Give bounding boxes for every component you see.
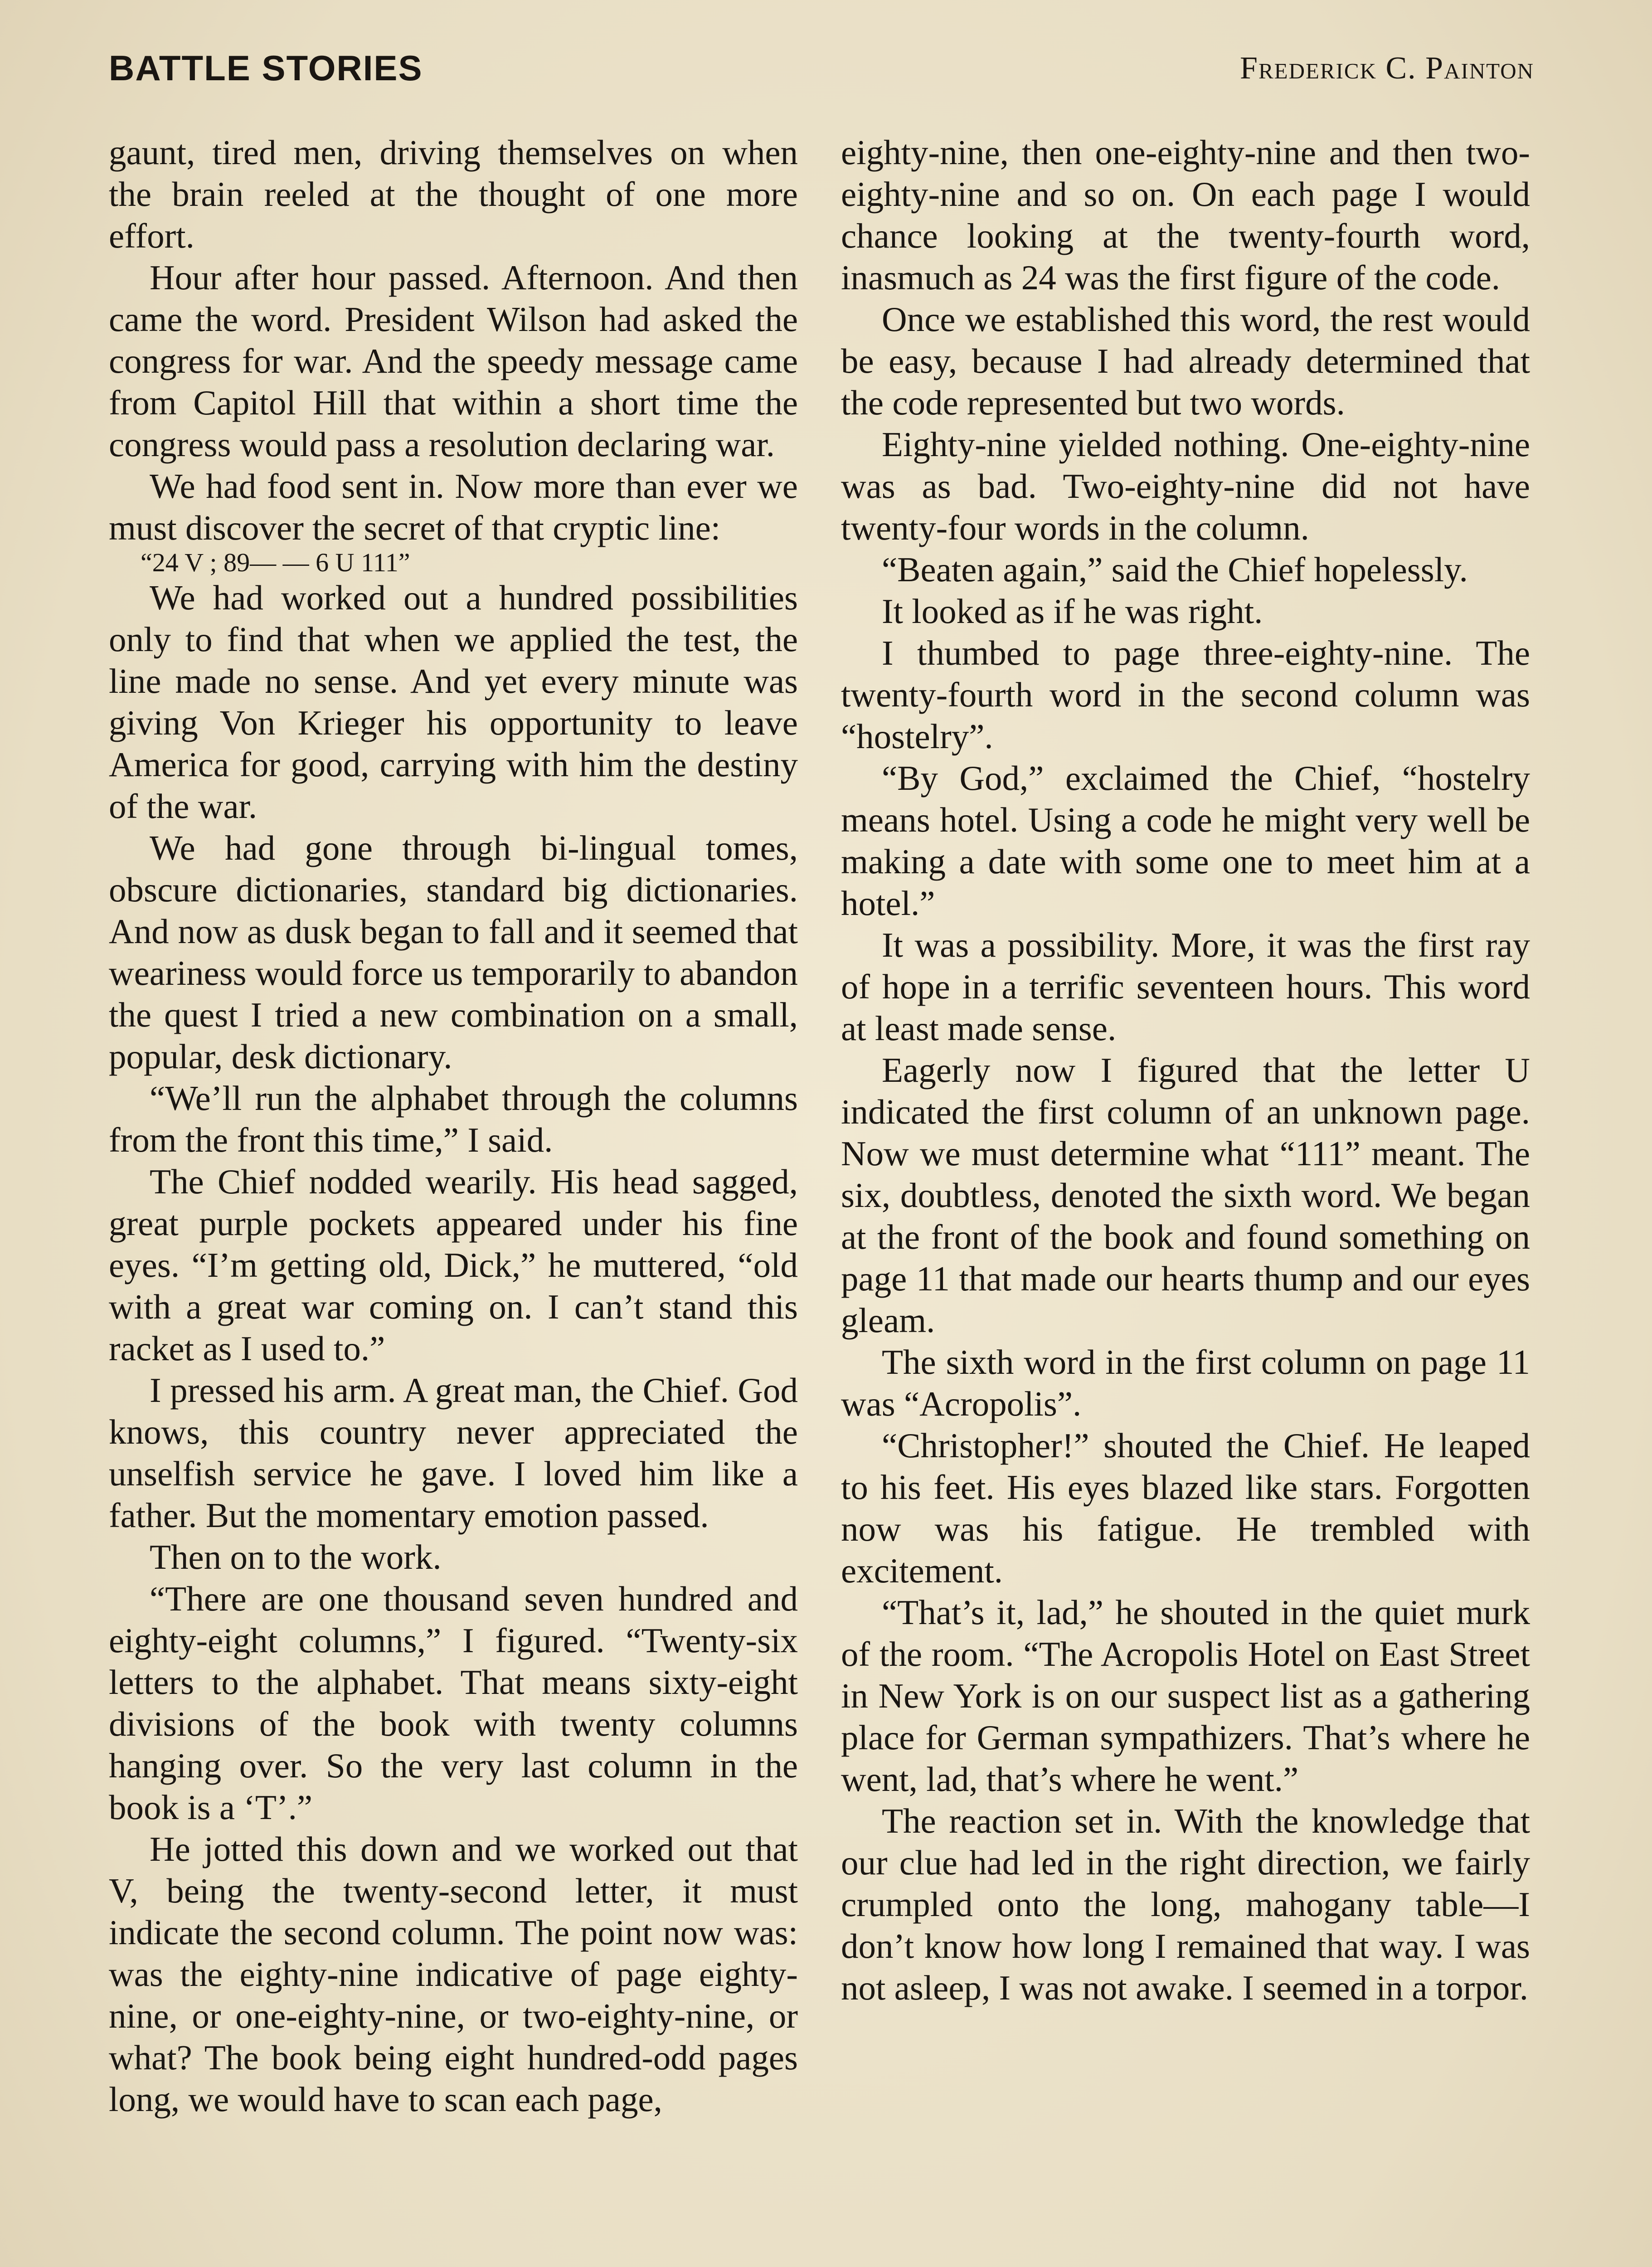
paragraph: gaunt, tired men, driving themselves on when the brain reeled at the thought of one more effort. <box>109 133 798 255</box>
paragraph: Hour after hour passed. Afternoon. And then came the word. President Wilson had asked the congress for war. And the speedy message came from Capitol Hill that within a short time the congress would pass a resolution declaring war. <box>109 258 798 464</box>
paragraph: The sixth word in the first column on page 11 was “Acropolis”. <box>841 1343 1530 1423</box>
paragraph: Eagerly now I figured that the letter U indicated the first column of an unknown page. Now we must determine what “111” meant. The six, doubtless, denoted the sixth word. We began at the front of the book and found something on page 11 that made our hearts thump and our eyes gleam. <box>841 1051 1530 1340</box>
paragraph: “That’s it, lad,” he shouted in the quiet murk of the room. “The Acropolis Hotel on East Street in New York is on our suspect list as a gathering place for German sympathizers. That’s where he went, lad, that’s where he went.” <box>841 1593 1530 1799</box>
paragraph: The reaction set in. With the knowledge that our clue had led in the right direction, we fairly crumpled onto the long, mahogany table—I don’t know how long I remained that way. I was not asleep, I was not awake. I seemed in a torpor. <box>841 1801 1530 2007</box>
paragraph: “By God,” exclaimed the Chief, “hostelry means hotel. Using a code he might very well be making a date with some one to meet him at a hotel.” <box>841 759 1530 923</box>
left-text-column <box>109 131 798 2120</box>
paragraph: He jotted this down and we worked out that V, being the twenty-second letter, it must indicate the second column. The point now was: was the eighty-nine indicative of page eighty-nine, or one-eighty-nine, or two-eighty-nine, or what? The book being eight hundred-odd pages long, we would have to scan each page, <box>109 1829 798 2119</box>
paragraph: “Christopher!” shouted the Chief. He leaped to his feet. His eyes blazed like stars. Forgotten now was his fatigue. He trembled with excitement. <box>841 1426 1530 1590</box>
paragraph: eighty-nine, then one-eighty-nine and then two-eighty-nine and so on. On each page I would chance looking at the twenty-fourth word, inasmuch as 24 was the first figure of the code. <box>841 133 1530 297</box>
paragraph: Eighty-nine yielded nothing. One-eighty-nine was as bad. Two-eighty-nine did not have twenty-four words in the column. <box>841 425 1530 547</box>
paragraph: I pressed his arm. A great man, the Chief. God knows, this country never appreciated the unselfish service he gave. I loved him like a father. But the momentary emotion passed. <box>109 1371 798 1535</box>
paragraph: “There are one thousand seven hundred and eighty-eight columns,” I figured. “Twenty-six letters to the alphabet. That means sixty-eight divisions of the book with twenty columns hanging over. So the very last column in the book is a ‘T’.” <box>109 1579 798 1827</box>
paragraph: We had food sent in. Now more than ever we must discover the secret of that cryptic line: <box>109 467 798 547</box>
paragraph: I thumbed to page three-eighty-nine. The twenty-fourth word in the second column was “hostelry”. <box>841 633 1530 756</box>
code-line: “24 V ; 89— — 6 U 111” <box>141 548 410 577</box>
paragraph: “We’ll run the alphabet through the columns from the front this time,” I said. <box>109 1079 798 1159</box>
paragraph: We had gone through bi-lingual tomes, obscure dictionaries, standard big dictionaries. And now as dusk began to fall and it seemed that weariness would force us temporarily to abandon the quest I tried a new combination on a small, popular, desk dictionary. <box>109 828 798 1076</box>
paragraph: Then on to the work. <box>150 1537 442 1576</box>
paragraph: We had worked out a hundred possibilities only to find that when we applied the test, the line made no sense. And yet every minute was giving Von Krieger his opportunity to leave America for good, carrying with him the destiny of the war. <box>109 578 798 826</box>
paragraph: Once we established this word, the rest would be easy, because I had already determined that the code represented but two words. <box>841 300 1530 422</box>
running-header <box>109 48 1534 97</box>
paragraph: It looked as if he was right. <box>882 592 1263 631</box>
paragraph: “Beaten again,” said the Chief hopelessly. <box>882 550 1468 589</box>
paragraph: It was a possibility. More, it was the first ray of hope in a terrific seventeen hours. This word at least made sense. <box>841 925 1530 1048</box>
right-text-column <box>841 131 1530 2009</box>
running-title: BATTLE STORIES <box>109 48 423 88</box>
running-author: Frederick C. Painton <box>1240 51 1534 86</box>
paragraph: The Chief nodded wearily. His head sagged, great purple pockets appeared under his fine eyes. “I’m getting old, Dick,” he muttered, “old with a great war coming on. I can’t stand this racket as I used to.” <box>109 1162 798 1368</box>
